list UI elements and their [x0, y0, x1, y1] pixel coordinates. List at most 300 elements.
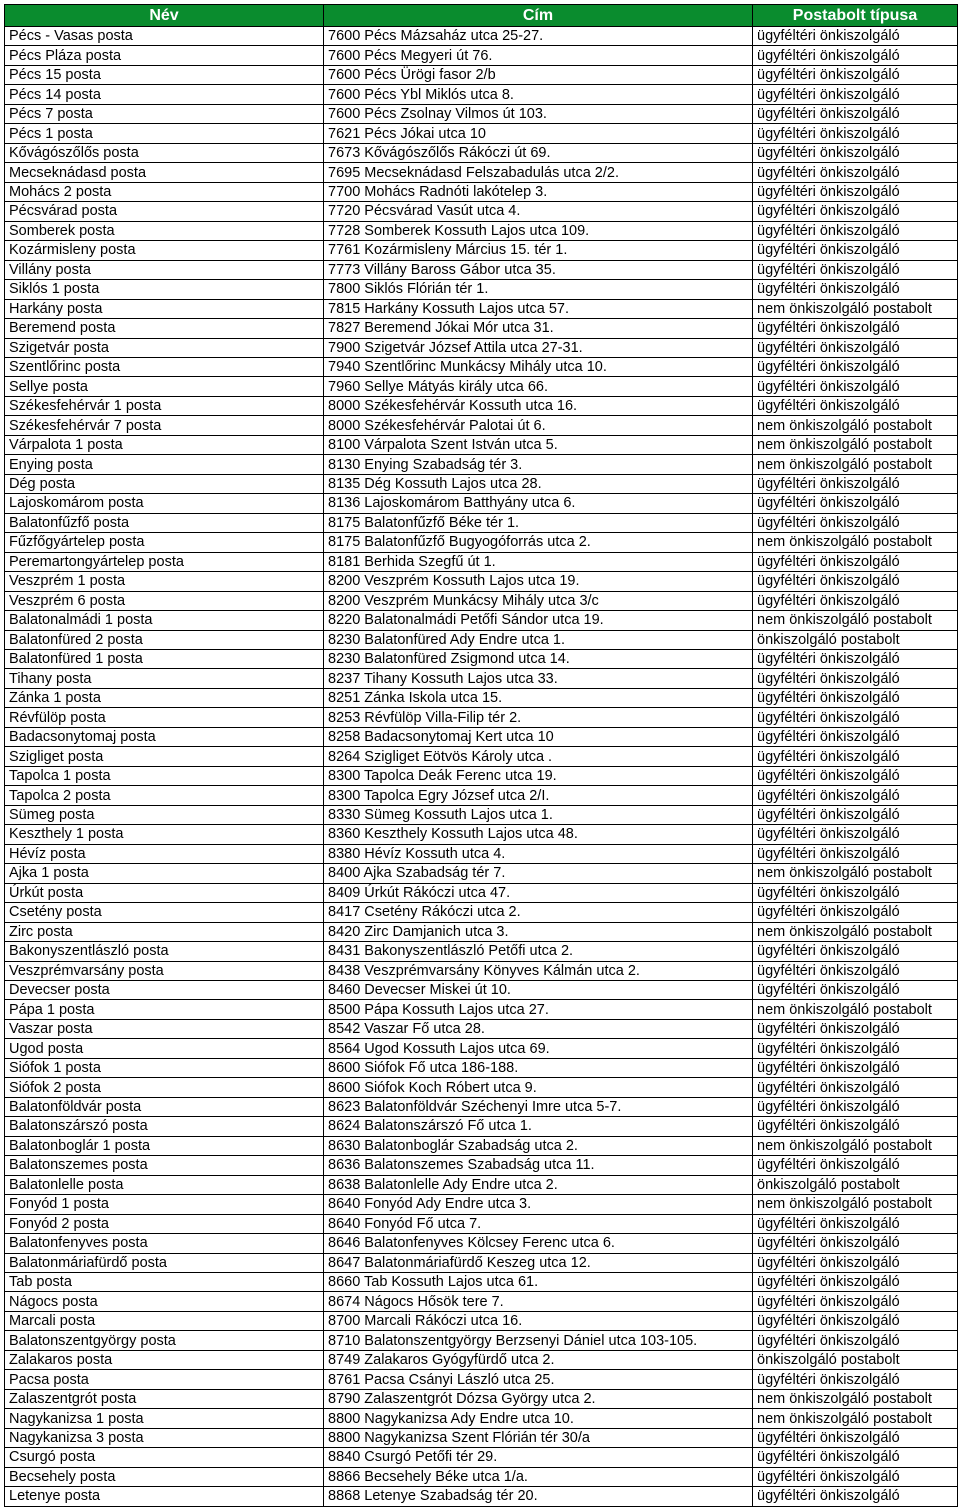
cell-name: Ajka 1 posta [5, 864, 324, 883]
cell-name: Dég posta [5, 474, 324, 493]
cell-name: Pécsvárad posta [5, 202, 324, 221]
cell-address: 7720 Pécsvárad Vasút utca 4. [324, 202, 753, 221]
cell-address: 8624 Balatonszárszó Fő utca 1. [324, 1117, 753, 1136]
cell-address: 8175 Balatonfűzfő Béke tér 1. [324, 513, 753, 532]
cell-name: Balatonföldvár posta [5, 1097, 324, 1116]
cell-name: Veszprém 6 posta [5, 591, 324, 610]
cell-name: Szigliget posta [5, 747, 324, 766]
cell-type: nem önkiszolgáló postabolt [753, 864, 958, 883]
cell-type: ügyféltéri önkiszolgáló [753, 1058, 958, 1077]
cell-type: ügyféltéri önkiszolgáló [753, 1428, 958, 1447]
table-row [5, 688, 958, 707]
cell-address: 8500 Pápa Kossuth Lajos utca 27. [324, 1000, 753, 1019]
cell-address: 7815 Harkány Kossuth Lajos utca 57. [324, 299, 753, 318]
cell-address: 8800 Nagykanizsa Ady Endre utca 10. [324, 1409, 753, 1428]
cell-type: ügyféltéri önkiszolgáló [753, 163, 958, 182]
cell-name: Székesfehérvár 1 posta [5, 396, 324, 415]
table-row [5, 1370, 958, 1389]
table-row [5, 65, 958, 84]
cell-address: 8175 Balatonfűzfő Bugyogóforrás utca 2. [324, 533, 753, 552]
cell-name: Hévíz posta [5, 844, 324, 863]
table-row [5, 474, 958, 493]
cell-name: Balatonfüred 1 posta [5, 650, 324, 669]
cell-type: ügyféltéri önkiszolgáló [753, 844, 958, 863]
cell-name: Révfülöp posta [5, 708, 324, 727]
cell-address: 8460 Devecser Miskei út 10. [324, 980, 753, 999]
cell-type: nem önkiszolgáló postabolt [753, 455, 958, 474]
cell-type: ügyféltéri önkiszolgáló [753, 688, 958, 707]
cell-name: Zalaszentgrót posta [5, 1389, 324, 1408]
cell-address: 8868 Letenye Szabadság tér 20. [324, 1487, 753, 1506]
table-row [5, 1467, 958, 1486]
table-row [5, 727, 958, 746]
cell-name: Nagykanizsa 3 posta [5, 1428, 324, 1447]
cell-address: 8700 Marcali Rákóczi utca 16. [324, 1311, 753, 1330]
cell-name: Somberek posta [5, 221, 324, 240]
cell-address: 8230 Balatonfüred Ady Endre utca 1. [324, 630, 753, 649]
cell-name: Balatonboglár 1 posta [5, 1136, 324, 1155]
table-row [5, 533, 958, 552]
cell-name: Tab posta [5, 1273, 324, 1292]
table-row [5, 591, 958, 610]
cell-name: Balatonszentgyörgy posta [5, 1331, 324, 1350]
cell-type: nem önkiszolgáló postabolt [753, 1000, 958, 1019]
table-row [5, 1273, 958, 1292]
cell-name: Balatonfenyves posta [5, 1234, 324, 1253]
cell-address: 8251 Zánka Iskola utca 15. [324, 688, 753, 707]
cell-address: 8564 Ugod Kossuth Lajos utca 69. [324, 1039, 753, 1058]
cell-address: 7761 Kozármisleny Március 15. tér 1. [324, 241, 753, 260]
cell-type: ügyféltéri önkiszolgáló [753, 786, 958, 805]
cell-type: ügyféltéri önkiszolgáló [753, 280, 958, 299]
cell-name: Siklós 1 posta [5, 280, 324, 299]
cell-type: ügyféltéri önkiszolgáló [753, 241, 958, 260]
table-row [5, 825, 958, 844]
cell-name: Sellye posta [5, 377, 324, 396]
cell-type: nem önkiszolgáló postabolt [753, 1195, 958, 1214]
table-row [5, 572, 958, 591]
table-row [5, 1428, 958, 1447]
cell-name: Pécs - Vasas posta [5, 27, 324, 46]
cell-type: ügyféltéri önkiszolgáló [753, 552, 958, 571]
cell-type: ügyféltéri önkiszolgáló [753, 805, 958, 824]
cell-name: Pécs 1 posta [5, 124, 324, 143]
table-row [5, 1448, 958, 1467]
cell-address: 8409 Úrkút Rákóczi utca 47. [324, 883, 753, 902]
cell-name: Marcali posta [5, 1311, 324, 1330]
cell-name: Balatonmáriafürdő posta [5, 1253, 324, 1272]
cell-type: ügyféltéri önkiszolgáló [753, 727, 958, 746]
table-row [5, 650, 958, 669]
header-address: Cím [324, 5, 753, 27]
cell-type: ügyféltéri önkiszolgáló [753, 221, 958, 240]
cell-name: Peremartongyártelep posta [5, 552, 324, 571]
table-row [5, 416, 958, 435]
table-row [5, 377, 958, 396]
cell-type: ügyféltéri önkiszolgáló [753, 591, 958, 610]
cell-address: 8438 Veszprémvarsány Könyves Kálmán utca 2. [324, 961, 753, 980]
table-row [5, 844, 958, 863]
table-row [5, 221, 958, 240]
table-row [5, 1214, 958, 1233]
cell-address: 8640 Fonyód Fő utca 7. [324, 1214, 753, 1233]
cell-type: ügyféltéri önkiszolgáló [753, 513, 958, 532]
cell-name: Balatonszemes posta [5, 1156, 324, 1175]
cell-address: 8400 Ajka Szabadság tér 7. [324, 864, 753, 883]
cell-address: 7600 Pécs Megyeri út 76. [324, 46, 753, 65]
cell-name: Siófok 1 posta [5, 1058, 324, 1077]
cell-type: ügyféltéri önkiszolgáló [753, 942, 958, 961]
cell-address: 8237 Tihany Kossuth Lajos utca 33. [324, 669, 753, 688]
table-row [5, 786, 958, 805]
cell-type: ügyféltéri önkiszolgáló [753, 1214, 958, 1233]
cell-address: 7940 Szentlőrinc Munkácsy Mihály utca 10. [324, 357, 753, 376]
cell-address: 7800 Siklós Flórián tér 1. [324, 280, 753, 299]
cell-address: 8258 Badacsonytomaj Kert utca 10 [324, 727, 753, 746]
cell-name: Zalakaros posta [5, 1350, 324, 1369]
cell-address: 8300 Tapolca Deák Ferenc utca 19. [324, 766, 753, 785]
table-row [5, 260, 958, 279]
table-row [5, 163, 958, 182]
cell-name: Balatonszárszó posta [5, 1117, 324, 1136]
table-row [5, 104, 958, 123]
cell-address: 7600 Pécs Ybl Miklós utca 8. [324, 85, 753, 104]
cell-name: Letenye posta [5, 1487, 324, 1506]
cell-name: Vaszar posta [5, 1019, 324, 1038]
cell-address: 8330 Sümeg Kossuth Lajos utca 1. [324, 805, 753, 824]
cell-address: 8230 Balatonfüred Zsigmond utca 14. [324, 650, 753, 669]
table-row [5, 1000, 958, 1019]
cell-type: ügyféltéri önkiszolgáló [753, 1292, 958, 1311]
cell-address: 8800 Nagykanizsa Szent Flórián tér 30/a [324, 1428, 753, 1447]
cell-type: önkiszolgáló postabolt [753, 630, 958, 649]
table-row [5, 1195, 958, 1214]
cell-name: Balatonfüred 2 posta [5, 630, 324, 649]
cell-type: ügyféltéri önkiszolgáló [753, 1039, 958, 1058]
cell-type: önkiszolgáló postabolt [753, 1350, 958, 1369]
header-name: Név [5, 5, 324, 27]
cell-address: 8200 Veszprém Munkácsy Mihály utca 3/c [324, 591, 753, 610]
table-row [5, 1058, 958, 1077]
cell-type: ügyféltéri önkiszolgáló [753, 1253, 958, 1272]
table-row [5, 611, 958, 630]
cell-name: Harkány posta [5, 299, 324, 318]
table-row [5, 319, 958, 338]
cell-address: 8200 Veszprém Kossuth Lajos utca 19. [324, 572, 753, 591]
cell-type: ügyféltéri önkiszolgáló [753, 669, 958, 688]
cell-address: 8000 Székesfehérvár Kossuth utca 16. [324, 396, 753, 415]
table-row [5, 805, 958, 824]
cell-type: nem önkiszolgáló postabolt [753, 299, 958, 318]
cell-address: 8130 Enying Szabadság tér 3. [324, 455, 753, 474]
cell-address: 8790 Zalaszentgrót Dózsa György utca 2. [324, 1389, 753, 1408]
cell-name: Villány posta [5, 260, 324, 279]
header-row [5, 5, 958, 27]
cell-name: Veszprém 1 posta [5, 572, 324, 591]
cell-type: ügyféltéri önkiszolgáló [753, 1370, 958, 1389]
cell-name: Pécs 14 posta [5, 85, 324, 104]
table-row [5, 766, 958, 785]
cell-name: Balatonlelle posta [5, 1175, 324, 1194]
cell-type: ügyféltéri önkiszolgáló [753, 182, 958, 201]
cell-address: 8420 Zirc Damjanich utca 3. [324, 922, 753, 941]
table-row [5, 961, 958, 980]
table-row [5, 357, 958, 376]
cell-name: Mohács 2 posta [5, 182, 324, 201]
cell-name: Pécs Pláza posta [5, 46, 324, 65]
table-header [5, 5, 958, 27]
cell-name: Pécs 7 posta [5, 104, 324, 123]
cell-type: ügyféltéri önkiszolgáló [753, 1487, 958, 1506]
cell-address: 8253 Révfülöp Villa-Filip tér 2. [324, 708, 753, 727]
table-row [5, 1175, 958, 1194]
cell-address: 7773 Villány Baross Gábor utca 35. [324, 260, 753, 279]
cell-type: nem önkiszolgáló postabolt [753, 1136, 958, 1155]
table-row [5, 27, 958, 46]
cell-address: 8840 Csurgó Petőfi tér 29. [324, 1448, 753, 1467]
cell-address: 7960 Sellye Mátyás király utca 66. [324, 377, 753, 396]
table-row [5, 708, 958, 727]
table-row [5, 1409, 958, 1428]
table-row [5, 124, 958, 143]
post-office-table [4, 4, 958, 1507]
cell-type: ügyféltéri önkiszolgáló [753, 572, 958, 591]
cell-address: 8749 Zalakaros Gyógyfürdő utca 2. [324, 1350, 753, 1369]
table-row [5, 903, 958, 922]
cell-type: nem önkiszolgáló postabolt [753, 922, 958, 941]
cell-type: ügyféltéri önkiszolgáló [753, 1448, 958, 1467]
cell-name: Becsehely posta [5, 1467, 324, 1486]
cell-name: Várpalota 1 posta [5, 435, 324, 454]
cell-type: ügyféltéri önkiszolgáló [753, 124, 958, 143]
table-body [5, 27, 958, 1507]
cell-type: ügyféltéri önkiszolgáló [753, 65, 958, 84]
cell-name: Pécs 15 posta [5, 65, 324, 84]
cell-type: ügyféltéri önkiszolgáló [753, 708, 958, 727]
cell-type: ügyféltéri önkiszolgáló [753, 396, 958, 415]
cell-type: ügyféltéri önkiszolgáló [753, 494, 958, 513]
cell-name: Beremend posta [5, 319, 324, 338]
table-row [5, 864, 958, 883]
table-row [5, 883, 958, 902]
cell-address: 7600 Pécs Zsolnay Vilmos út 103. [324, 104, 753, 123]
cell-type: ügyféltéri önkiszolgáló [753, 143, 958, 162]
cell-type: nem önkiszolgáló postabolt [753, 416, 958, 435]
cell-address: 7673 Kővágószőlős Rákóczi út 69. [324, 143, 753, 162]
cell-name: Szigetvár posta [5, 338, 324, 357]
cell-type: ügyféltéri önkiszolgáló [753, 1234, 958, 1253]
cell-address: 7900 Szigetvár József Attila utca 27-31. [324, 338, 753, 357]
cell-type: ügyféltéri önkiszolgáló [753, 260, 958, 279]
cell-address: 7700 Mohács Radnóti lakótelep 3. [324, 182, 753, 201]
cell-name: Siófok 2 posta [5, 1078, 324, 1097]
table-row [5, 1039, 958, 1058]
cell-type: ügyféltéri önkiszolgáló [753, 1019, 958, 1038]
table-row [5, 1311, 958, 1330]
cell-type: ügyféltéri önkiszolgáló [753, 980, 958, 999]
cell-type: ügyféltéri önkiszolgáló [753, 747, 958, 766]
table-row [5, 1019, 958, 1038]
cell-name: Pápa 1 posta [5, 1000, 324, 1019]
cell-type: ügyféltéri önkiszolgáló [753, 961, 958, 980]
cell-address: 7695 Mecseknádasd Felszabadulás utca 2/2. [324, 163, 753, 182]
table-row [5, 1156, 958, 1175]
cell-name: Veszprémvarsány posta [5, 961, 324, 980]
cell-type: ügyféltéri önkiszolgáló [753, 27, 958, 46]
cell-type: ügyféltéri önkiszolgáló [753, 1331, 958, 1350]
table-row [5, 338, 958, 357]
cell-address: 8135 Dég Kossuth Lajos utca 28. [324, 474, 753, 493]
cell-type: ügyféltéri önkiszolgáló [753, 903, 958, 922]
table-row [5, 85, 958, 104]
cell-address: 7728 Somberek Kossuth Lajos utca 109. [324, 221, 753, 240]
cell-type: ügyféltéri önkiszolgáló [753, 377, 958, 396]
cell-address: 8660 Tab Kossuth Lajos utca 61. [324, 1273, 753, 1292]
cell-type: nem önkiszolgáló postabolt [753, 1389, 958, 1408]
cell-name: Balatonalmádi 1 posta [5, 611, 324, 630]
header-type: Postabolt típusa [753, 5, 958, 27]
table-row [5, 669, 958, 688]
cell-address: 8600 Siófok Koch Róbert utca 9. [324, 1078, 753, 1097]
cell-name: Sümeg posta [5, 805, 324, 824]
table-row [5, 1078, 958, 1097]
cell-address: 8636 Balatonszemes Szabadság utca 11. [324, 1156, 753, 1175]
cell-type: ügyféltéri önkiszolgáló [753, 85, 958, 104]
cell-address: 8640 Fonyód Ady Endre utca 3. [324, 1195, 753, 1214]
cell-address: 8100 Várpalota Szent István utca 5. [324, 435, 753, 454]
cell-name: Fűzfőgyártelep posta [5, 533, 324, 552]
table-row [5, 455, 958, 474]
cell-name: Devecser posta [5, 980, 324, 999]
cell-name: Fonyód 2 posta [5, 1214, 324, 1233]
cell-type: ügyféltéri önkiszolgáló [753, 357, 958, 376]
cell-name: Ugod posta [5, 1039, 324, 1058]
table-row [5, 202, 958, 221]
cell-address: 8646 Balatonfenyves Kölcsey Ferenc utca 6. [324, 1234, 753, 1253]
cell-address: 7621 Pécs Jókai utca 10 [324, 124, 753, 143]
cell-type: nem önkiszolgáló postabolt [753, 435, 958, 454]
table-row [5, 280, 958, 299]
table-row [5, 435, 958, 454]
table-row [5, 46, 958, 65]
cell-type: ügyféltéri önkiszolgáló [753, 1097, 958, 1116]
cell-type: ügyféltéri önkiszolgáló [753, 766, 958, 785]
cell-type: ügyféltéri önkiszolgáló [753, 1273, 958, 1292]
table-row [5, 1097, 958, 1116]
cell-address: 8417 Csetény Rákóczi utca 2. [324, 903, 753, 922]
cell-name: Fonyód 1 posta [5, 1195, 324, 1214]
table-row [5, 396, 958, 415]
cell-type: nem önkiszolgáló postabolt [753, 533, 958, 552]
table-row [5, 1350, 958, 1369]
table-row [5, 1234, 958, 1253]
table-row [5, 980, 958, 999]
table-row [5, 552, 958, 571]
table-row [5, 143, 958, 162]
cell-type: ügyféltéri önkiszolgáló [753, 104, 958, 123]
cell-address: 8220 Balatonalmádi Petőfi Sándor utca 19. [324, 611, 753, 630]
table-row [5, 1136, 958, 1155]
cell-type: önkiszolgáló postabolt [753, 1175, 958, 1194]
cell-name: Kővágószőlős posta [5, 143, 324, 162]
cell-address: 7600 Pécs Ürögi fasor 2/b [324, 65, 753, 84]
table-row [5, 922, 958, 941]
table-row [5, 942, 958, 961]
cell-address: 8638 Balatonlelle Ady Endre utca 2. [324, 1175, 753, 1194]
cell-address: 8710 Balatonszentgyörgy Berzsenyi Dániel utca 103-105. [324, 1331, 753, 1350]
cell-name: Pacsa posta [5, 1370, 324, 1389]
cell-name: Lajoskomárom posta [5, 494, 324, 513]
cell-type: ügyféltéri önkiszolgáló [753, 202, 958, 221]
cell-name: Zirc posta [5, 922, 324, 941]
cell-name: Zánka 1 posta [5, 688, 324, 707]
cell-address: 8630 Balatonboglár Szabadság utca 2. [324, 1136, 753, 1155]
cell-name: Enying posta [5, 455, 324, 474]
cell-address: 8360 Keszthely Kossuth Lajos utca 48. [324, 825, 753, 844]
table-row [5, 1331, 958, 1350]
cell-type: ügyféltéri önkiszolgáló [753, 1117, 958, 1136]
cell-address: 8600 Siófok Fő utca 186-188. [324, 1058, 753, 1077]
table-row [5, 1487, 958, 1506]
cell-type: ügyféltéri önkiszolgáló [753, 319, 958, 338]
cell-address: 8866 Becsehely Béke utca 1/a. [324, 1467, 753, 1486]
cell-name: Tapolca 2 posta [5, 786, 324, 805]
cell-address: 7600 Pécs Mázsaház utca 25-27. [324, 27, 753, 46]
table-row [5, 494, 958, 513]
cell-name: Bakonyszentlászló posta [5, 942, 324, 961]
table-row [5, 182, 958, 201]
cell-name: Mecseknádasd posta [5, 163, 324, 182]
cell-name: Tihany posta [5, 669, 324, 688]
cell-type: ügyféltéri önkiszolgáló [753, 650, 958, 669]
table-row [5, 1292, 958, 1311]
cell-address: 8647 Balatonmáriafürdő Keszeg utca 12. [324, 1253, 753, 1272]
cell-type: ügyféltéri önkiszolgáló [753, 338, 958, 357]
cell-type: nem önkiszolgáló postabolt [753, 1409, 958, 1428]
cell-name: Balatonfűzfő posta [5, 513, 324, 532]
cell-address: 8623 Balatonföldvár Széchenyi Imre utca 5-7. [324, 1097, 753, 1116]
table-row [5, 241, 958, 260]
cell-name: Kozármisleny posta [5, 241, 324, 260]
cell-address: 8674 Nágocs Hősök tere 7. [324, 1292, 753, 1311]
table-row [5, 513, 958, 532]
cell-name: Tapolca 1 posta [5, 766, 324, 785]
cell-name: Szentlőrinc posta [5, 357, 324, 376]
cell-name: Úrkút posta [5, 883, 324, 902]
table-row [5, 747, 958, 766]
cell-type: ügyféltéri önkiszolgáló [753, 474, 958, 493]
cell-type: ügyféltéri önkiszolgáló [753, 883, 958, 902]
cell-address: 8000 Székesfehérvár Palotai út 6. [324, 416, 753, 435]
cell-address: 8264 Szigliget Eötvös Károly utca . [324, 747, 753, 766]
table-row [5, 299, 958, 318]
cell-type: ügyféltéri önkiszolgáló [753, 825, 958, 844]
cell-name: Nágocs posta [5, 1292, 324, 1311]
cell-address: 8136 Lajoskomárom Batthyány utca 6. [324, 494, 753, 513]
table-row [5, 1117, 958, 1136]
cell-name: Badacsonytomaj posta [5, 727, 324, 746]
cell-name: Keszthely 1 posta [5, 825, 324, 844]
cell-name: Székesfehérvár 7 posta [5, 416, 324, 435]
cell-name: Csurgó posta [5, 1448, 324, 1467]
cell-address: 8431 Bakonyszentlászló Petőfi utca 2. [324, 942, 753, 961]
cell-type: ügyféltéri önkiszolgáló [753, 1311, 958, 1330]
cell-address: 8380 Hévíz Kossuth utca 4. [324, 844, 753, 863]
table-row [5, 1389, 958, 1408]
cell-address: 7827 Beremend Jókai Mór utca 31. [324, 319, 753, 338]
table-row [5, 630, 958, 649]
cell-type: ügyféltéri önkiszolgáló [753, 1156, 958, 1175]
